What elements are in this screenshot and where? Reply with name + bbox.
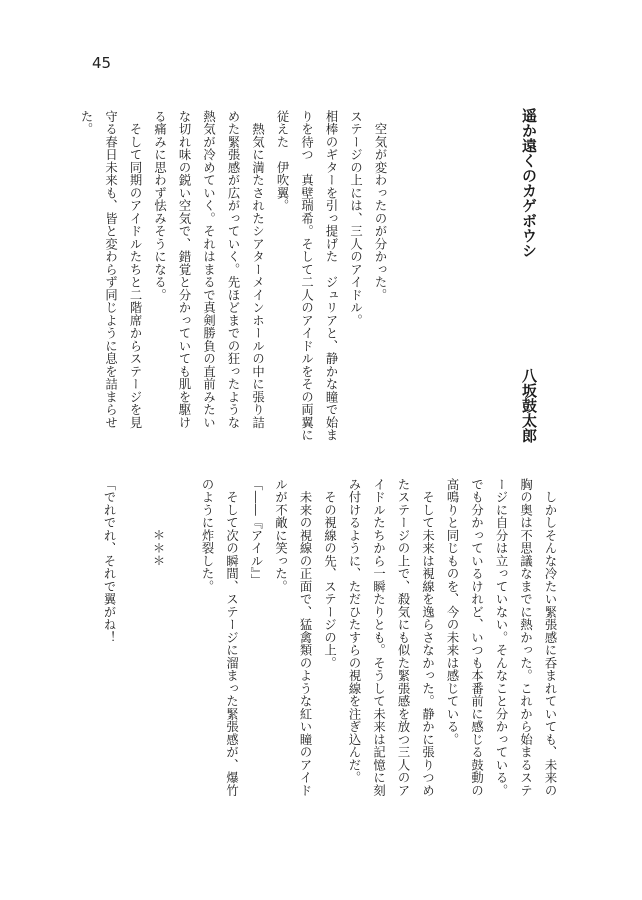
page-number: 45 bbox=[92, 54, 112, 72]
text-line: めた緊張感が広がっていく。先ほどまでの狂ったような bbox=[226, 110, 240, 429]
text-line: そして次の瞬間、ステージに溜まった緊張感が、爆竹 bbox=[224, 478, 239, 797]
text-line: ＊＊＊ bbox=[151, 478, 165, 568]
text-line: その視線の先、ステージの上。 bbox=[322, 478, 337, 670]
text-line: そして未来は視線を逸らさなかった。静かに張りつめ bbox=[420, 478, 435, 797]
lower-text-block bbox=[97, 478, 563, 823]
upper-text-block bbox=[74, 110, 393, 450]
text-line: しかしそんな冷たい緊張感に呑まれていても、未来の bbox=[543, 478, 557, 797]
text-line bbox=[170, 478, 195, 823]
text-line: 空気が変わったのが分かった。 bbox=[373, 110, 387, 302]
text-line: 従えた 伊吹翼。 bbox=[275, 110, 289, 212]
text-line: 守る春日未来も、皆と変わらず同じように息を詰まらせ bbox=[103, 110, 118, 429]
text-line: ルが不敵に笑った。 bbox=[273, 478, 288, 593]
text-line: たステージの上で、殺気にも似た緊張感を放つ三人のア bbox=[396, 478, 410, 797]
text-line: 「でれでれ、それで翼がね！ bbox=[102, 478, 116, 644]
text-line: 相棒のギターを引っ提げた ジュリアと、静かな瞳で始ま bbox=[324, 110, 338, 442]
text-line: ステージの上には、三人のアイドル。 bbox=[348, 110, 363, 327]
text-line: 未来の視線の正面で、猛禽類のような紅い瞳のアイド bbox=[298, 478, 312, 797]
text-line: み付けるように、ただひたすらの視線を注ぎ込んだ。 bbox=[347, 478, 361, 784]
text-line: る痛みに思わず怯みそうになる。 bbox=[152, 110, 167, 302]
text-line: そして同期のアイドルたちと二階席からステージを見 bbox=[128, 110, 142, 429]
text-line: た。 bbox=[79, 110, 93, 136]
text-line: でも分かっているけれど、いつも本番前に感じる鼓動の bbox=[469, 478, 484, 797]
text-line: 「――『アイル』」 bbox=[249, 478, 263, 587]
author-name: 八坂鼓太郎 bbox=[520, 368, 538, 443]
text-line: 熱気が冷めていく。それはまるで真剣勝負の直前みたい bbox=[201, 110, 216, 429]
text-line: 高鳴りと同じものを、今の未来は感じている。 bbox=[445, 478, 459, 746]
text-line: 熱気に満たされたシアターメインホールの中に張り詰 bbox=[250, 110, 265, 429]
text-line: 胸の奥は不思議なまでに熱かった。これから始まるステ bbox=[518, 478, 533, 797]
text-line: りを待つ 真壁瑞希。そして二人のアイドルをその両翼に bbox=[299, 110, 314, 442]
text-line: のように炸裂した。 bbox=[200, 478, 214, 593]
text-line: イドルたちから一瞬たりとも。そうして未来は記憶に刻 bbox=[371, 478, 386, 797]
text-line: な切れ味の鋭い空気で、錯覚と分かっていても肌を駆け bbox=[177, 110, 191, 429]
text-line bbox=[121, 478, 146, 823]
story-title: 遥か遠くのカゲボウシ bbox=[520, 108, 538, 258]
text-line: ージに自分は立っていない。そんなこと分かっている。 bbox=[494, 478, 508, 797]
